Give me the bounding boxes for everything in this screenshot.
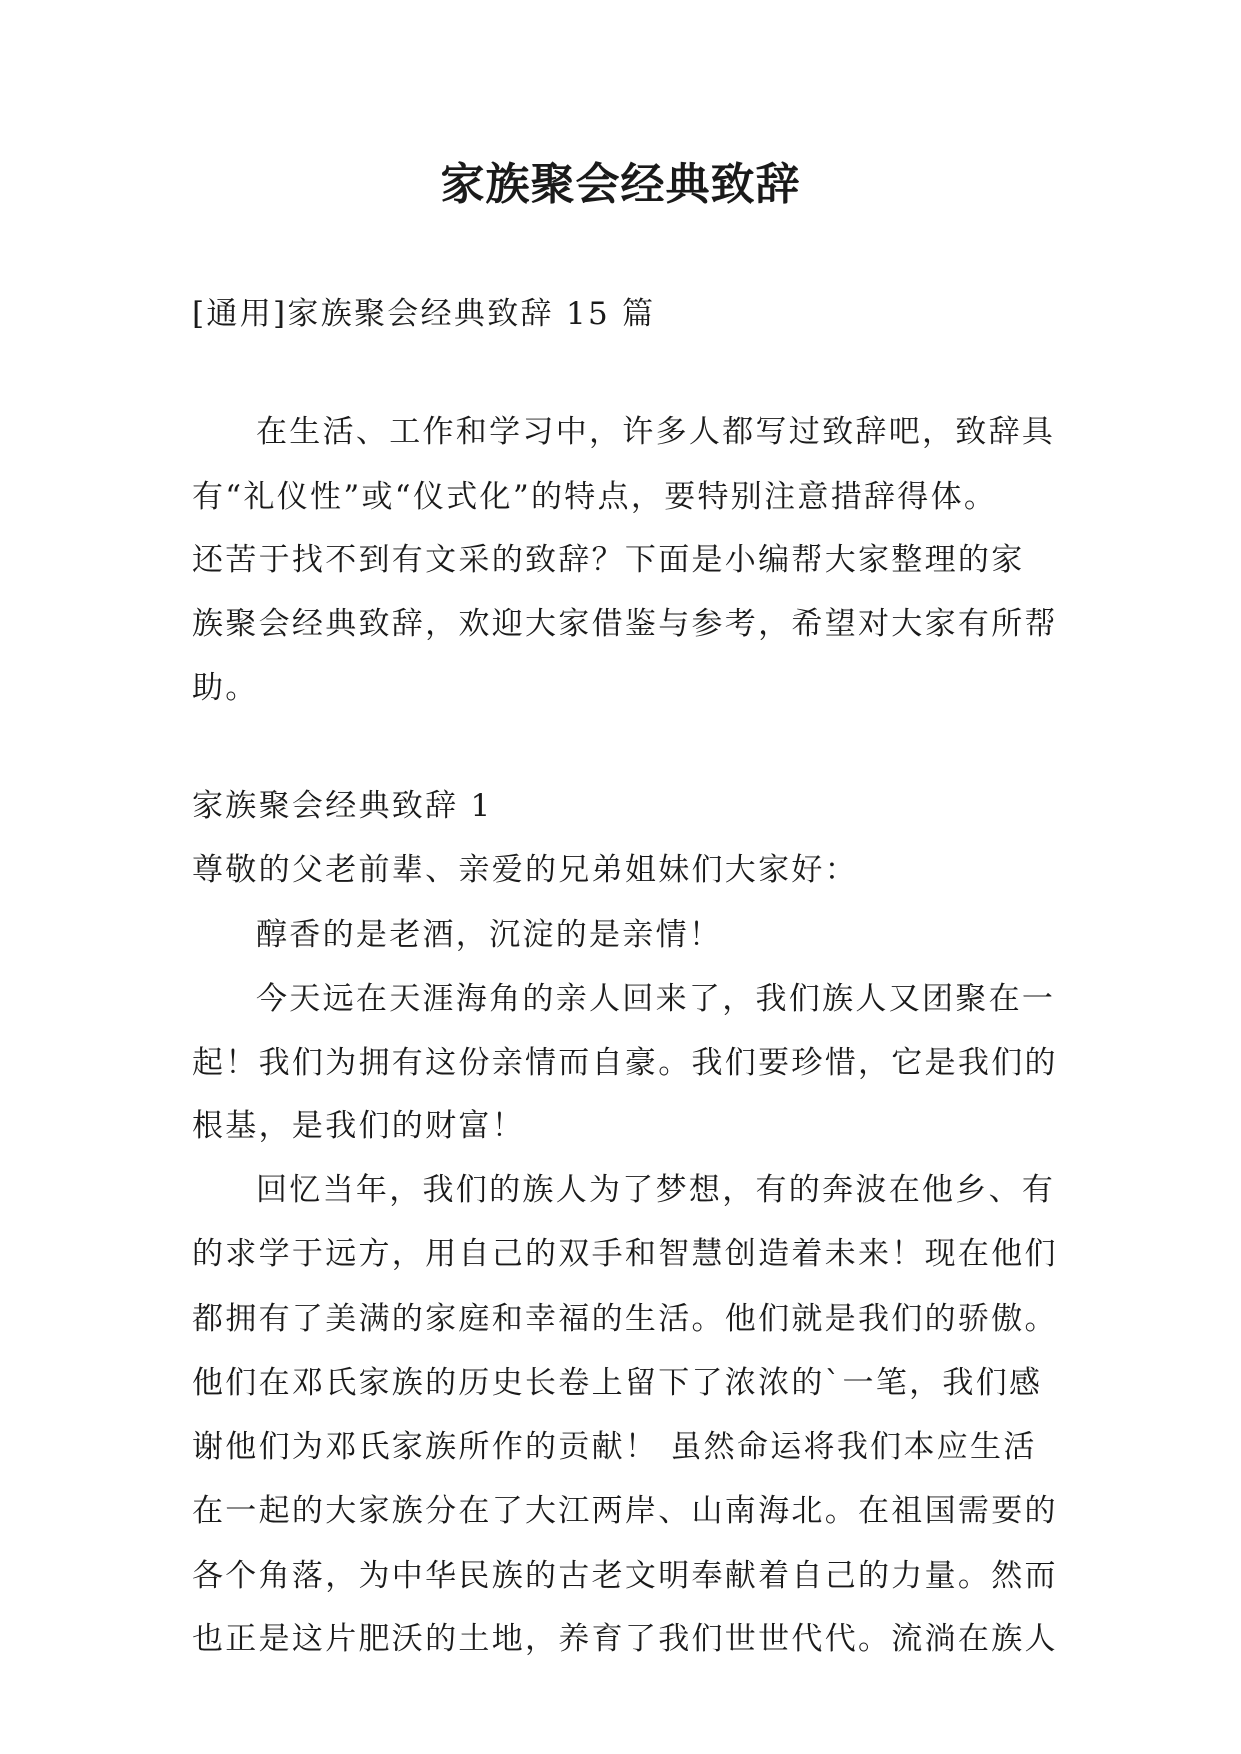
intro-line-4: 族聚会经典致辞，欢迎大家借鉴与参考，希望对大家有所帮: [192, 606, 1058, 642]
greeting: 尊敬的父老前辈、亲爱的兄弟姐妹们大家好：: [192, 852, 858, 888]
intro-line-3: 还苦于找不到有文采的致辞？下面是小编帮大家整理的家: [192, 542, 1025, 578]
paragraph-3-line-8: 也正是这片肥沃的土地，养育了我们世世代代。流淌在族人: [192, 1621, 1058, 1657]
section-heading: 家族聚会经典致辞 1: [192, 788, 493, 824]
paragraph-3-line-3: 都拥有了美满的家庭和幸福的生活。他们就是我们的骄傲。: [192, 1301, 1058, 1337]
intro-line-2: 有“礼仪性”或“仪式化”的特点，要特别注意措辞得体。: [192, 479, 998, 515]
intro-line-5: 助。: [192, 670, 259, 706]
paragraph-2-line-2: 起！我们为拥有这份亲情而自豪。我们要珍惜，它是我们的: [192, 1045, 1058, 1081]
paragraph-3-line-7: 各个角落，为中华民族的古老文明奉献着自己的力量。然而: [192, 1558, 1058, 1594]
paragraph-3-line-1: 回忆当年，我们的族人为了梦想，有的奔波在他乡、有: [256, 1172, 1056, 1208]
paragraph-3-line-4: 他们在邓氏家族的历史长卷上留下了浓浓的`一笔，我们感: [192, 1365, 1043, 1401]
paragraph-3-line-2: 的求学于远方，用自己的双手和智慧创造着未来！现在他们: [192, 1236, 1058, 1272]
paragraph-3-line-5: 谢他们为邓氏家族所作的贡献！ 虽然命运将我们本应生活: [192, 1429, 1037, 1465]
paragraph-1: 醇香的是老酒，沉淀的是亲情！: [256, 917, 723, 953]
paragraph-2-line-3: 根基，是我们的财富！: [192, 1108, 525, 1144]
intro-line-1: 在生活、工作和学习中，许多人都写过致辞吧，致辞具: [256, 414, 1056, 450]
document-subtitle: [通用]家族聚会经典致辞 15 篇: [192, 296, 656, 332]
paragraph-2-line-1: 今天远在天涯海角的亲人回来了，我们族人又团聚在一: [256, 981, 1056, 1017]
paragraph-3-line-6: 在一起的大家族分在了大江两岸、山南海北。在祖国需要的: [192, 1493, 1058, 1529]
page-title: 家族聚会经典致辞: [440, 159, 801, 210]
